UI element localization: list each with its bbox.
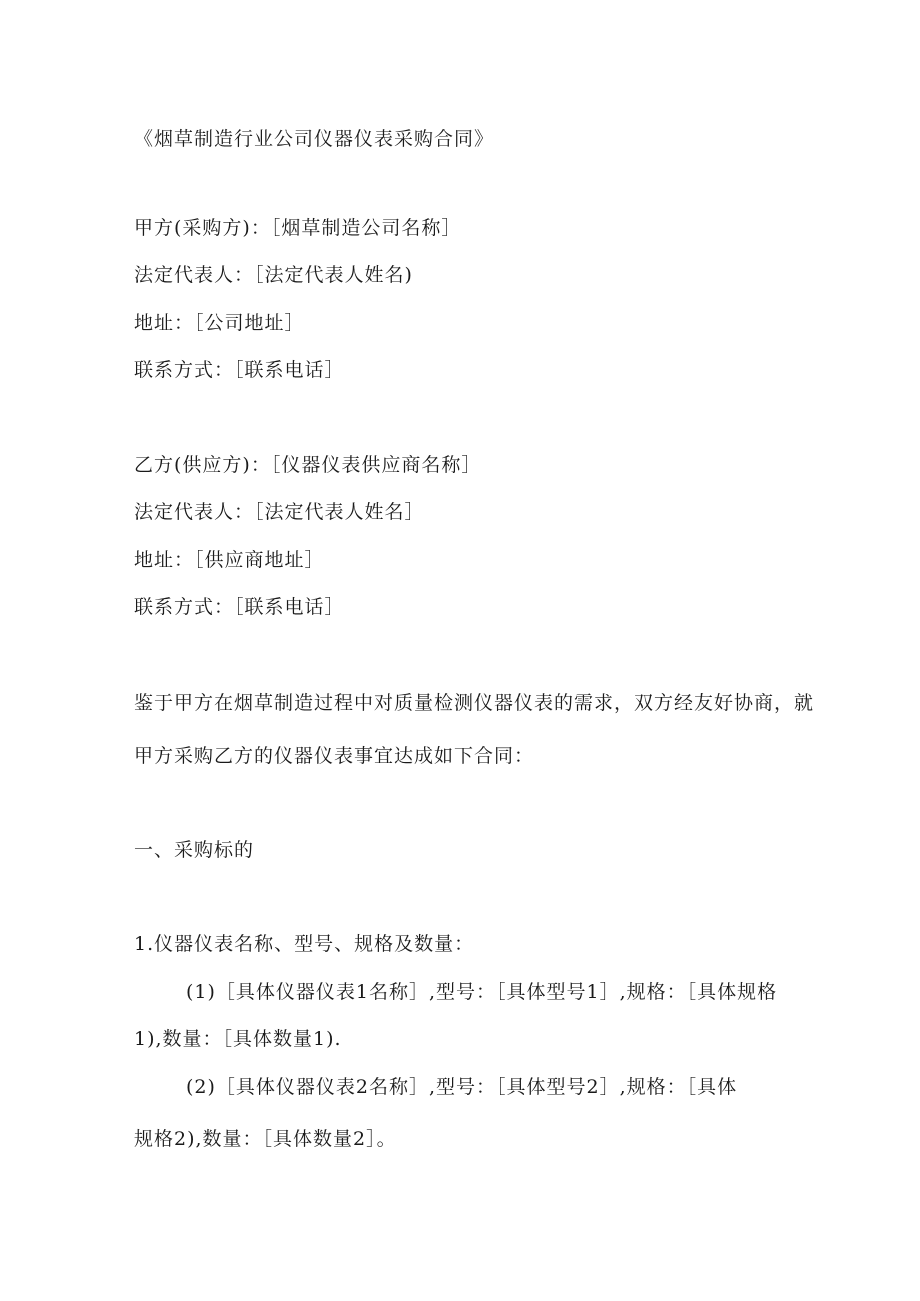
preamble-line-2: 甲方采购乙方的仪器仪表事宜达成如下合同： [134,745,535,767]
party-a-name: 甲方(采购方)：［烟草制造公司名称］ [134,217,462,239]
party-b-representative: 法定代表人：［法定代表人姓名］ [134,501,425,523]
sub-item-1-line-2: 1),数量：［具体数量1). [134,1028,342,1050]
contract-title: 《烟草制造行业公司仪器仪表采购合同》 [134,128,495,150]
sub-item-2-line-1: (2)［具体仪器仪表2名称］,型号：［具体型号2］,规格：［具体 [186,1076,738,1098]
section-heading: 一、采购标的 [134,839,255,861]
sub-item-1-line-1: (1)［具体仪器仪表1名称］,型号：［具体型号1］,规格：［具体规格 [186,981,778,1003]
sub-item-2-line-2: 规格2),数量：［具体数量2］。 [134,1128,397,1150]
party-a-contact: 联系方式：［联系电话］ [134,359,345,381]
party-b-contact: 联系方式：［联系电话］ [134,596,345,618]
preamble-line-1: 鉴于甲方在烟草制造过程中对质量检测仪器仪表的需求，双方经友好协商，就 [134,692,815,714]
party-b-name: 乙方(供应方)：［仪器仪表供应商名称］ [134,454,482,476]
party-a-representative: 法定代表人：［法定代表人姓名) [134,264,413,286]
party-a-address: 地址：［公司地址］ [134,312,305,334]
item-heading: 1.仪器仪表名称、型号、规格及数量： [134,933,475,955]
party-b-address: 地址：［供应商地址］ [134,549,325,571]
